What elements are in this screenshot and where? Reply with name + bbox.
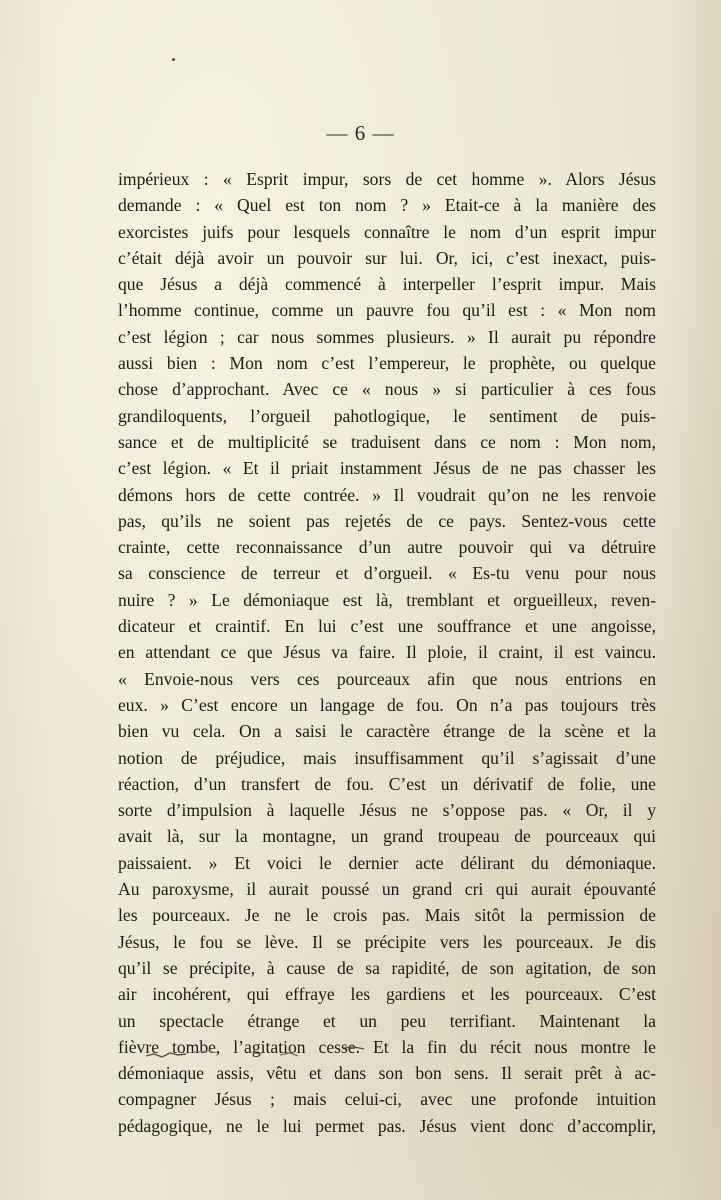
text-line: réaction, d’un transfert de fou. C’est un dérivatif de folie, une (118, 773, 656, 794)
text-line: grandiloquents, l’orgueil pahotlogique, le sentiment de puis- (118, 405, 656, 426)
ink-smudge-marks (140, 1040, 380, 1066)
text-line: Au paroxysme, il aurait poussé un grand cri qui aurait épouvanté (118, 879, 656, 900)
text-line: paissaient. » Et voici le dernier acte délirant du démoniaque. (118, 852, 656, 873)
text-line: aussi bien : Mon nom c’est l’empereur, le prophète, ou quelque (118, 353, 656, 374)
text-line: c’était déjà avoir un pouvoir sur lui. Or, ici, c’est inexact, puis- (118, 247, 656, 268)
text-line: pas, qu’ils ne soient pas rejetés de ce pays. Sentez-vous cette (118, 510, 656, 531)
text-line: compagner Jésus ; mais celui-ci, avec une profonde intuition (118, 1089, 656, 1110)
text-line: crainte, cette reconnaissance d’un autre pouvoir qui va détruire (118, 537, 656, 558)
page-number: — 6 — (326, 121, 395, 145)
text-line: Jésus, le fou se lève. Il se précipite vers les pourceaux. Je dis (118, 931, 656, 952)
text-line: impérieux : « Esprit impur, sors de cet homme ». Alors Jésus (118, 169, 656, 189)
text-line: les pourceaux. Je ne le crois pas. Mais sitôt la permission de (118, 905, 656, 926)
text-line: c’est légion. « Et il priait instamment Jésus de ne pas chasser les (118, 458, 656, 479)
text-line: fièvre tombe, l’agitation cesse. Et la fin du récit nous montre le (118, 1036, 656, 1057)
text-line: l’homme continue, comme un pauvre fou qu’il est : « Mon nom (118, 300, 656, 321)
ink-speck (172, 58, 175, 61)
text-line: avait là, sur la montagne, un grand troupeau de pourceaux qui (118, 826, 656, 847)
text-line: c’est légion ; car nous sommes plusieurs. » Il aurait pu répondre (118, 326, 656, 347)
text-line: sa conscience de terreur et d’orgueil. « Es-tu venu pour nous (118, 563, 656, 584)
text-line: sance et de multiplicité se traduisent dans ce nom : Mon nom, (118, 431, 656, 452)
text-line: pédagogique, ne le lui permet pas. Jésus vient donc d’accomplir, (118, 1115, 656, 1136)
text-line: que Jésus a déjà commencé à interpeller l’esprit impur. Mais (118, 274, 656, 295)
text-line: air incohérent, qui effraye les gardiens et les pourceaux. C’est (118, 984, 656, 1005)
text-line: eux. » C’est encore un langage de fou. On n’a pas toujours très (118, 694, 656, 715)
text-line: un spectacle étrange et un peu terrifiant. Maintenant la (118, 1010, 656, 1031)
body-text (118, 166, 656, 1139)
text-line: en attendant ce que Jésus va faire. Il ploie, il craint, il est vaincu. (118, 642, 656, 663)
text-line: bien vu cela. On a saisi le caractère étrange de la scène et la (118, 721, 656, 742)
text-line: chose d’approchant. Avec ce « nous » si particulier à ces fous (118, 379, 656, 400)
text-line: notion de préjudice, mais insuffisamment qu’il s’agissait d’une (118, 747, 656, 768)
text-line: nuire ? » Le démoniaque est là, tremblant et orgueilleux, reven- (118, 589, 656, 610)
text-line: exorcistes juifs pour lesquels connaître le nom d’un esprit impur (118, 221, 656, 242)
text-line: démoniaque assis, vêtu et dans son bon sens. Il serait prêt à ac- (118, 1063, 656, 1084)
text-line: « Envoie-nous vers ces pourceaux afin que nous entrions en (118, 668, 656, 689)
text-line: demande : « Quel est ton nom ? » Etait-ce à la manière des (118, 195, 656, 216)
text-line: qu’il se précipite, à cause de sa rapidité, de son agitation, de son (118, 957, 656, 978)
text-line: démons hors de cette contrée. » Il voudrait qu’on ne les renvoie (118, 484, 656, 505)
text-line: sorte d’impulsion à laquelle Jésus ne s’oppose pas. « Or, il y (118, 800, 656, 821)
text-line: dicateur et craintif. En lui c’est une souffrance et une angoisse, (118, 616, 656, 637)
